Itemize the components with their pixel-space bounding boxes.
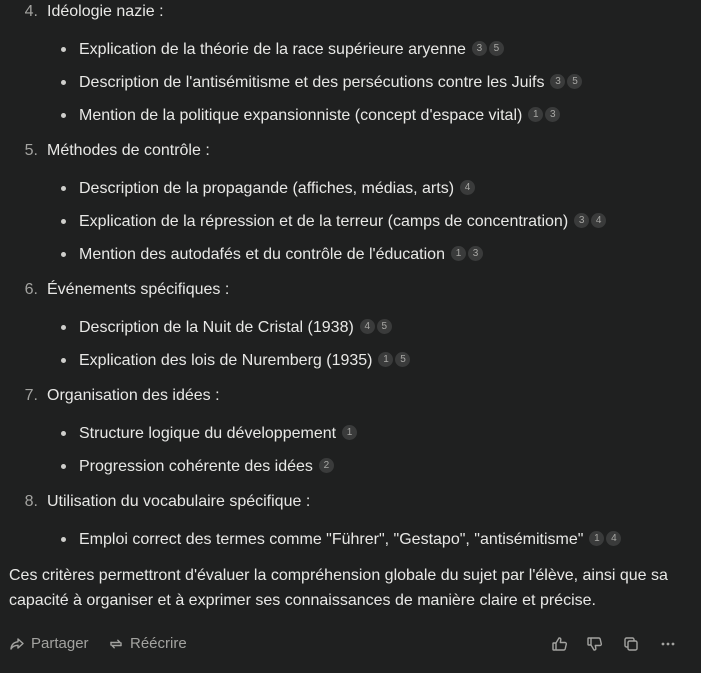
citation-badge[interactable]: 5 xyxy=(395,352,410,367)
citations xyxy=(572,209,606,233)
list-item-text: Emploi correct des termes comme "Führer", "Gestapo", "antisémitisme" xyxy=(79,531,584,548)
citation-badge[interactable]: 1 xyxy=(378,352,393,367)
copy-icon xyxy=(621,634,641,654)
list-item-text: Mention des autodafés et du contrôle de l'éducation xyxy=(79,246,445,263)
share-label: Partager xyxy=(31,635,89,652)
citations xyxy=(526,103,560,127)
citation-badge[interactable]: 1 xyxy=(589,531,604,546)
answer-actions-bar xyxy=(0,631,701,657)
bullet-dot xyxy=(61,537,66,542)
citation-badge[interactable]: 4 xyxy=(460,180,475,195)
list-item-text: Description de la Nuit de Cristal (1938) xyxy=(79,319,354,336)
citation-badge[interactable]: 4 xyxy=(360,319,375,334)
citation-badge[interactable]: 3 xyxy=(468,246,483,261)
citations xyxy=(376,348,410,372)
bullet-dot xyxy=(61,252,66,257)
section-number: 8. xyxy=(24,493,38,510)
citation-badge[interactable]: 2 xyxy=(319,458,334,473)
citations xyxy=(470,37,504,61)
more-icon xyxy=(658,634,678,654)
section-title: Organisation des idées : xyxy=(47,387,220,404)
citation-badge[interactable]: 5 xyxy=(377,319,392,334)
list-item-text: Explication de la répression et de la terreur (camps de concentration) xyxy=(79,213,569,230)
bullet-dot xyxy=(61,113,66,118)
citation-badge[interactable]: 5 xyxy=(567,74,582,89)
section-number: 5. xyxy=(24,142,38,159)
citations xyxy=(548,70,582,94)
citation-badge[interactable]: 4 xyxy=(591,213,606,228)
section-number: 4. xyxy=(24,3,38,20)
section-title: Utilisation du vocabulaire spécifique : xyxy=(47,493,311,510)
more-options-button[interactable] xyxy=(658,634,678,654)
copy-button[interactable] xyxy=(621,634,641,654)
section-title: Événements spécifiques : xyxy=(47,281,230,298)
citation-badge[interactable]: 1 xyxy=(451,246,466,261)
list-item-text: Progression cohérente des idées xyxy=(79,458,313,475)
citations xyxy=(449,242,483,266)
list-item-text: Explication des lois de Nuremberg (1935) xyxy=(79,352,373,369)
thumbs-down-icon xyxy=(585,634,605,654)
citation-badge[interactable]: 3 xyxy=(472,41,487,56)
thumbs-down-button[interactable] xyxy=(585,634,605,654)
list-item-text: Structure logique du développement xyxy=(79,425,337,442)
bullet-dot xyxy=(61,80,66,85)
bullet-dot xyxy=(61,325,66,330)
section-title: Méthodes de contrôle : xyxy=(47,142,210,159)
bullet-dot xyxy=(61,431,66,436)
citations xyxy=(340,421,357,445)
citation-badge[interactable]: 1 xyxy=(528,107,543,122)
citations xyxy=(458,176,475,200)
bullet-dot xyxy=(61,47,66,52)
citation-badge[interactable]: 5 xyxy=(489,41,504,56)
citations xyxy=(587,527,621,551)
conclusion-paragraph: Ces critères permettront d'évaluer la compréhension globale du sujet par l'élève, ainsi que sa capacité à organiser et à exprimer ses connaissances de manière claire et précise. xyxy=(9,567,668,609)
thumbs-up-icon xyxy=(550,634,570,654)
bullet-dot xyxy=(61,464,66,469)
bullet-dot xyxy=(61,358,66,363)
thumbs-up-button[interactable] xyxy=(550,634,570,654)
bullet-dot xyxy=(61,186,66,191)
rewrite-icon xyxy=(108,636,124,652)
section-title: Idéologie nazie : xyxy=(47,3,164,20)
section-number: 7. xyxy=(24,387,38,404)
list-item-text: Explication de la théorie de la race supérieure aryenne xyxy=(79,41,466,58)
list-item-text: Description de la propagande (affiches, médias, arts) xyxy=(79,180,455,197)
citations xyxy=(358,315,392,339)
rewrite-label: Réécrire xyxy=(130,635,187,652)
list-item-text: Mention de la politique expansionniste (concept d'espace vital) xyxy=(79,107,523,124)
citations xyxy=(317,454,334,478)
citation-badge[interactable]: 3 xyxy=(550,74,565,89)
citation-badge[interactable]: 4 xyxy=(606,531,621,546)
share-icon xyxy=(9,636,25,652)
citation-badge[interactable]: 3 xyxy=(545,107,560,122)
section-number: 6. xyxy=(24,281,38,298)
citation-badge[interactable]: 3 xyxy=(574,213,589,228)
bullet-dot xyxy=(61,219,66,224)
citation-badge[interactable]: 1 xyxy=(342,425,357,440)
list-item-text: Description de l'antisémitisme et des persécutions contre les Juifs xyxy=(79,74,545,91)
